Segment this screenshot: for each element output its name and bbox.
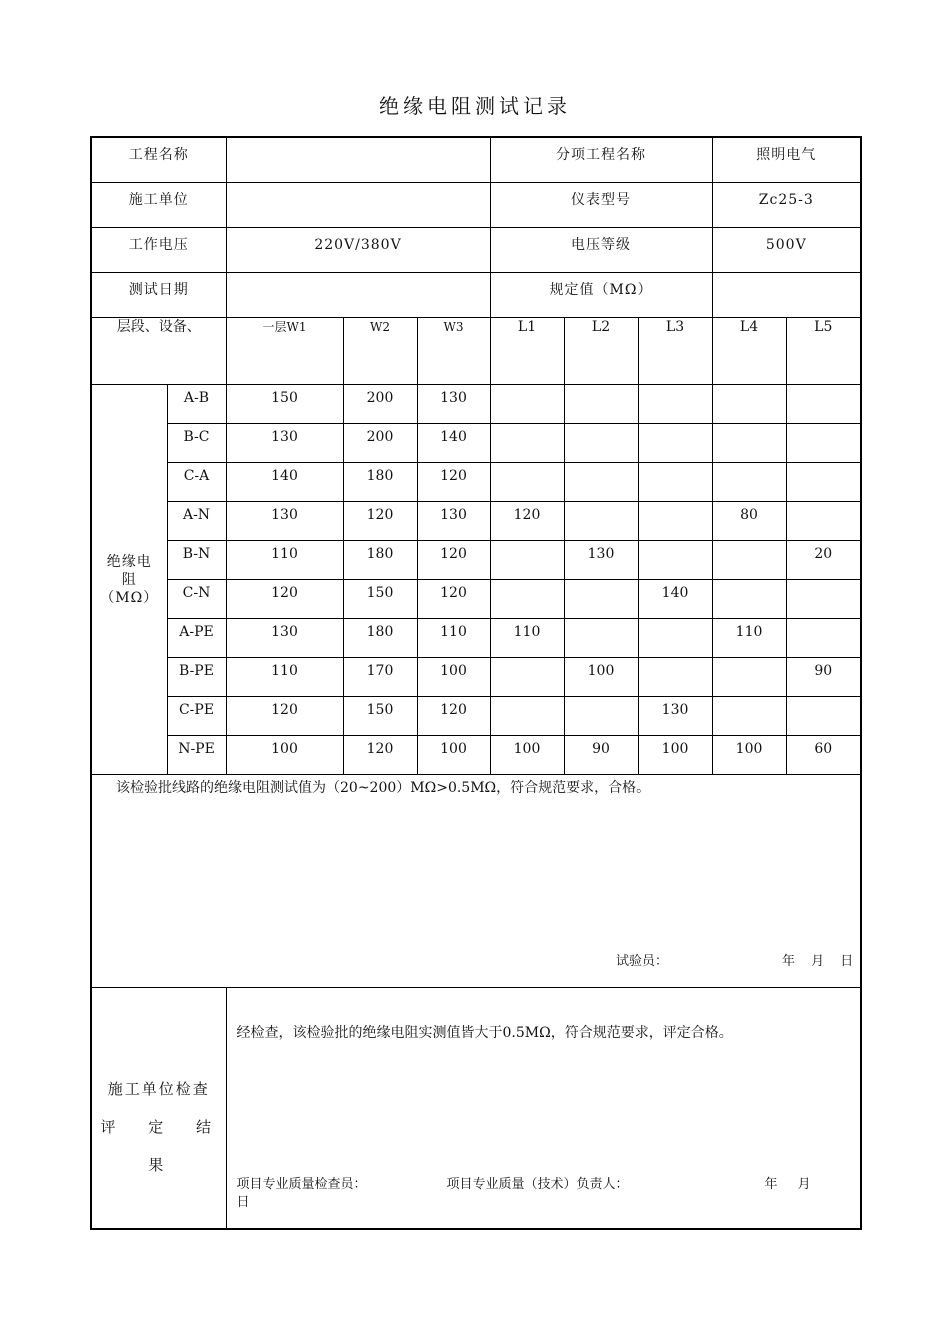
project-name-label: 工程名称	[91, 137, 226, 183]
resistance-cell	[564, 385, 638, 424]
resistance-cell: 20	[786, 541, 861, 580]
resistance-cell: 100	[417, 736, 490, 775]
note-cell	[91, 775, 861, 988]
resistance-cell	[564, 580, 638, 619]
info-row-date	[91, 273, 861, 318]
work-voltage-value: 220V/380V	[226, 228, 490, 273]
page-title: 绝缘电阻测试记录	[379, 94, 571, 118]
insulation-test-table	[90, 136, 862, 1230]
resistance-cell	[490, 580, 564, 619]
resistance-cell: 120	[226, 580, 343, 619]
resistance-cell	[638, 541, 712, 580]
resistance-cell: 60	[786, 736, 861, 775]
evaluation-label-cell	[91, 988, 226, 1230]
note-text: 该检验批线路的绝缘电阻测试值为（20~200）MΩ>0.5MΩ，符合规范要求，合格。	[116, 780, 651, 796]
evaluation-row	[91, 988, 861, 1230]
resistance-cell	[490, 697, 564, 736]
voltage-class-label: 电压等级	[490, 228, 712, 273]
resistance-cell: 130	[226, 424, 343, 463]
resistance-cell	[712, 385, 786, 424]
spec-value-label: 规定值（MΩ）	[490, 273, 712, 318]
resistance-cell	[712, 580, 786, 619]
resistance-cell: 120	[343, 502, 417, 541]
phase-label: C-N	[167, 580, 226, 619]
resistance-cell: 110	[226, 541, 343, 580]
resistance-cell	[490, 463, 564, 502]
phase-label: N-PE	[167, 736, 226, 775]
tester-label: 试验员：	[616, 954, 669, 969]
resistance-cell	[638, 658, 712, 697]
column-header: L1	[490, 318, 564, 385]
contractor-label: 施工单位	[91, 183, 226, 228]
work-voltage-label: 工作电压	[91, 228, 226, 273]
resistance-cell	[712, 424, 786, 463]
resistance-cell	[712, 658, 786, 697]
resistance-cell: 140	[417, 424, 490, 463]
inspector-label: 项目专业质量检查员：	[236, 1177, 367, 1192]
phase-label: B-PE	[167, 658, 226, 697]
segment-label: 层段、设备、	[91, 318, 226, 385]
resistance-cell	[786, 385, 861, 424]
resistance-cell: 130	[417, 502, 490, 541]
resistance-cell: 120	[417, 463, 490, 502]
resistance-cell: 120	[417, 580, 490, 619]
project-name-value	[226, 137, 490, 183]
resistance-cell	[786, 502, 861, 541]
resistance-cell: 120	[343, 736, 417, 775]
column-header: L2	[564, 318, 638, 385]
resistance-cell: 110	[417, 619, 490, 658]
resistance-cell: 130	[226, 619, 343, 658]
resistance-side-label: 绝缘电 阻 （MΩ）	[91, 385, 167, 775]
column-header: W3	[417, 318, 490, 385]
resistance-cell: 110	[712, 619, 786, 658]
resistance-cell: 100	[226, 736, 343, 775]
meter-model-label: 仪表型号	[490, 183, 712, 228]
tech-lead-label: 项目专业质量（技术）负责人：	[446, 1177, 629, 1192]
resistance-cell: 100	[417, 658, 490, 697]
resistance-cell	[490, 658, 564, 697]
evaluation-conclusion: 经检查，该检验批的绝缘电阻实测值皆大于0.5MΩ，符合规范要求，评定合格。	[236, 1025, 733, 1041]
column-header: W2	[343, 318, 417, 385]
meter-model-value: Zc25-3	[712, 183, 861, 228]
info-row-voltage	[91, 228, 861, 273]
resistance-cell	[712, 541, 786, 580]
resistance-cell: 120	[490, 502, 564, 541]
column-header-row	[91, 318, 861, 385]
resistance-cell: 110	[226, 658, 343, 697]
resistance-cell	[564, 424, 638, 463]
table-row	[91, 619, 861, 658]
resistance-cell	[564, 619, 638, 658]
resistance-cell	[786, 619, 861, 658]
evaluation-day: 日	[236, 1195, 250, 1210]
resistance-cell	[638, 619, 712, 658]
evaluation-label: 施工单位检查 评 定 结 果	[100, 1080, 218, 1174]
resistance-cell: 200	[343, 385, 417, 424]
resistance-cell: 200	[343, 424, 417, 463]
table-row	[91, 424, 861, 463]
table-row	[91, 463, 861, 502]
info-row-project	[91, 137, 861, 183]
resistance-cell: 90	[564, 736, 638, 775]
resistance-cell	[712, 463, 786, 502]
column-header: 一层W1	[226, 318, 343, 385]
resistance-cell: 100	[712, 736, 786, 775]
evaluation-content-cell	[226, 988, 861, 1230]
resistance-cell: 170	[343, 658, 417, 697]
resistance-cell: 150	[343, 580, 417, 619]
resistance-cell: 140	[226, 463, 343, 502]
table-row	[91, 541, 861, 580]
column-header: L5	[786, 318, 861, 385]
note-date: 年 月 日	[782, 954, 854, 969]
resistance-cell	[490, 385, 564, 424]
resistance-cell: 150	[343, 697, 417, 736]
phase-label: A-PE	[167, 619, 226, 658]
phase-label: A-N	[167, 502, 226, 541]
test-date-value	[226, 273, 490, 318]
resistance-cell	[564, 502, 638, 541]
resistance-cell: 110	[490, 619, 564, 658]
phase-label: B-C	[167, 424, 226, 463]
resistance-cell: 80	[712, 502, 786, 541]
resistance-cell: 130	[638, 697, 712, 736]
resistance-cell	[638, 385, 712, 424]
test-date-label: 测试日期	[91, 273, 226, 318]
sub-project-value: 照明电气	[712, 137, 861, 183]
phase-label: C-PE	[167, 697, 226, 736]
evaluation-year-month: 年 月	[764, 1177, 811, 1192]
spec-value-value	[712, 273, 861, 318]
phase-label: B-N	[167, 541, 226, 580]
table-row	[91, 385, 861, 424]
resistance-cell	[564, 697, 638, 736]
resistance-cell: 130	[417, 385, 490, 424]
resistance-cell: 100	[638, 736, 712, 775]
phase-label: A-B	[167, 385, 226, 424]
resistance-cell	[712, 697, 786, 736]
table-row	[91, 697, 861, 736]
resistance-cell: 100	[490, 736, 564, 775]
contractor-value	[226, 183, 490, 228]
resistance-cell	[638, 463, 712, 502]
table-row	[91, 736, 861, 775]
info-row-contractor	[91, 183, 861, 228]
resistance-cell: 180	[343, 541, 417, 580]
resistance-cell	[638, 424, 712, 463]
column-header: L4	[712, 318, 786, 385]
resistance-cell	[786, 463, 861, 502]
voltage-class-value: 500V	[712, 228, 861, 273]
resistance-cell: 150	[226, 385, 343, 424]
resistance-cell: 120	[417, 697, 490, 736]
phase-label: C-A	[167, 463, 226, 502]
resistance-cell: 90	[786, 658, 861, 697]
table-row	[91, 580, 861, 619]
table-row	[91, 502, 861, 541]
resistance-cell: 140	[638, 580, 712, 619]
resistance-cell	[490, 424, 564, 463]
resistance-cell	[564, 463, 638, 502]
table-row	[91, 658, 861, 697]
resistance-cell: 180	[343, 619, 417, 658]
sub-project-label: 分项工程名称	[490, 137, 712, 183]
column-header: L3	[638, 318, 712, 385]
resistance-cell: 120	[417, 541, 490, 580]
resistance-cell	[786, 697, 861, 736]
note-row	[91, 775, 861, 988]
resistance-cell: 100	[564, 658, 638, 697]
resistance-cell	[786, 580, 861, 619]
resistance-rows	[91, 385, 861, 775]
resistance-cell: 130	[226, 502, 343, 541]
resistance-cell: 120	[226, 697, 343, 736]
resistance-cell	[490, 541, 564, 580]
resistance-cell	[638, 502, 712, 541]
resistance-cell: 180	[343, 463, 417, 502]
resistance-cell: 130	[564, 541, 638, 580]
resistance-cell	[786, 424, 861, 463]
